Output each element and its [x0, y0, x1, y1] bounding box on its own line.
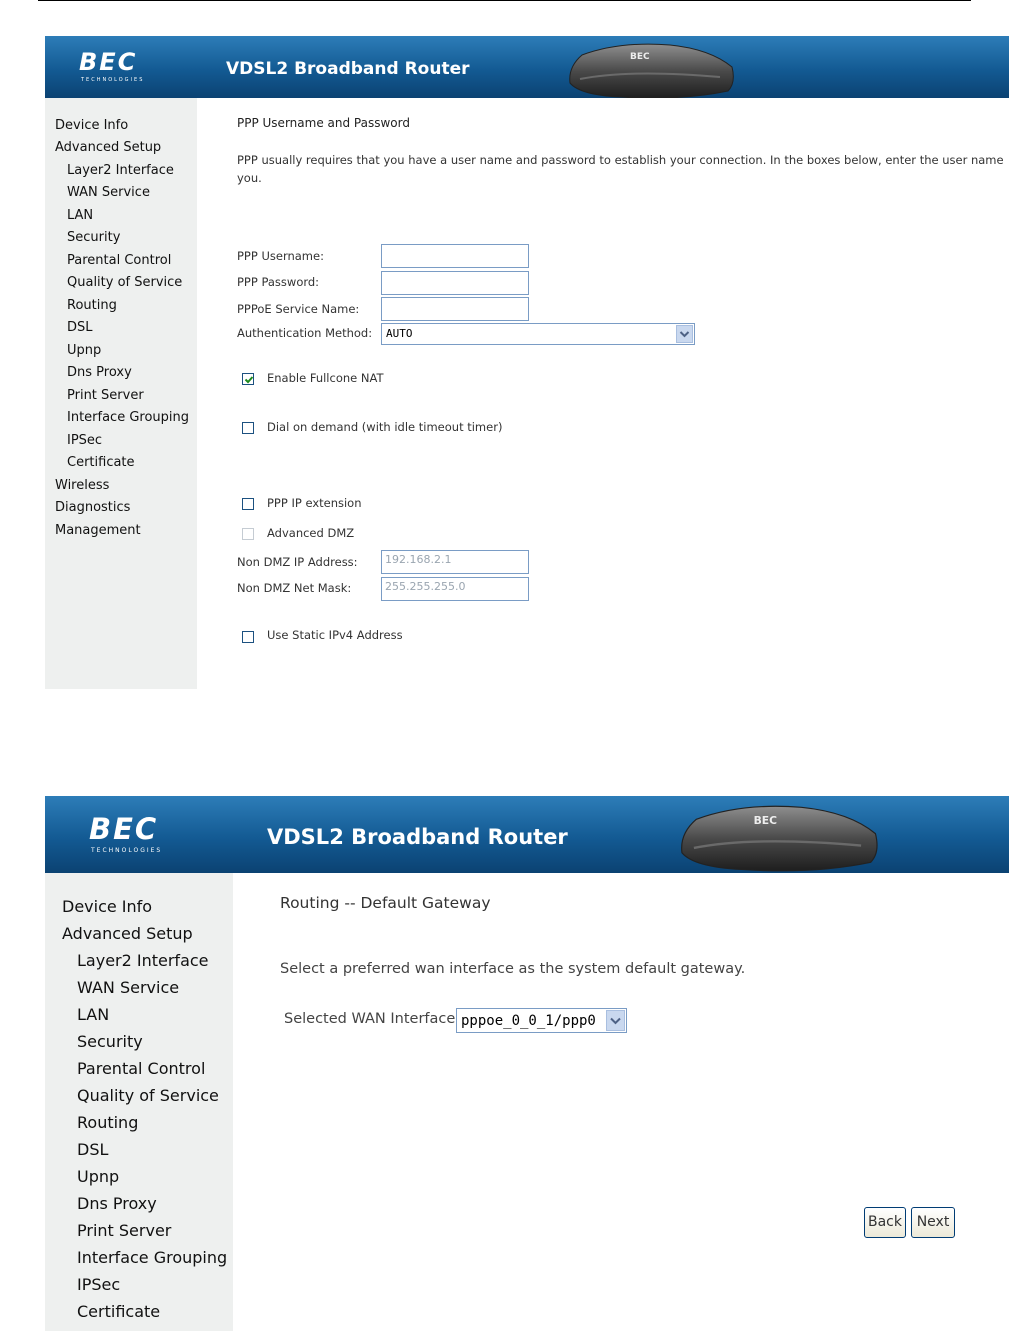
sidebar: [45, 98, 197, 689]
sidebar-item-security[interactable]: Security: [77, 1032, 143, 1051]
sidebar-item-device-info[interactable]: Device Info: [62, 897, 153, 916]
pppoe-service-name-label: PPPoE Service Name:: [237, 302, 360, 316]
selected-wan-interface-label: Selected WAN Interface: [284, 1011, 456, 1027]
non-dmz-mask-label: Non DMZ Net Mask:: [237, 581, 352, 595]
advanced-dmz-label: Advanced DMZ: [267, 526, 355, 540]
router-device-image: [560, 39, 740, 98]
sidebar-item-lan[interactable]: LAN: [77, 1005, 110, 1024]
sidebar-item-certificate[interactable]: Certificate: [67, 455, 135, 470]
static-ipv4-checkbox[interactable]: [242, 631, 254, 643]
sidebar-item-layer2-interface[interactable]: Layer2 Interface: [77, 951, 209, 970]
selected-wan-interface-value: pppoe_0_0_1/ppp0: [461, 1013, 596, 1029]
sidebar-item-diagnostics[interactable]: Diagnostics: [55, 500, 131, 515]
page-title: PPP Username and Password: [237, 116, 410, 130]
sidebar-item-wan-service[interactable]: WAN Service: [77, 978, 180, 997]
sidebar-item-security[interactable]: Security: [67, 230, 121, 245]
dial-on-demand-checkbox[interactable]: [242, 422, 254, 434]
sidebar-item-management[interactable]: Management: [55, 523, 141, 538]
dropdown-arrow-icon[interactable]: [606, 1010, 625, 1031]
non-dmz-ip-label: Non DMZ IP Address:: [237, 555, 358, 569]
ppp-username-label: PPP Username:: [237, 249, 324, 263]
sidebar-item-advanced-setup[interactable]: Advanced Setup: [62, 924, 193, 943]
non-dmz-ip-input[interactable]: [381, 550, 529, 574]
sidebar-item-certificate[interactable]: Certificate: [77, 1302, 161, 1321]
ppp-username-input[interactable]: [381, 244, 529, 268]
router-device-label: BEC: [630, 52, 650, 62]
sidebar-item-layer2-interface[interactable]: Layer2 Interface: [67, 163, 174, 178]
checkmark-icon: [243, 374, 255, 386]
sidebar-item-dsl[interactable]: DSL: [67, 320, 93, 335]
sidebar-item-device-info[interactable]: Device Info: [55, 118, 129, 133]
header-banner: [45, 796, 1009, 873]
sidebar-item-advanced-setup[interactable]: Advanced Setup: [55, 140, 162, 155]
fullcone-nat-checkbox[interactable]: [242, 373, 254, 385]
non-dmz-mask-value: 255.255.255.0: [385, 580, 466, 593]
sidebar-item-dns-proxy[interactable]: Dns Proxy: [67, 365, 132, 380]
sidebar-item-quality-of-service[interactable]: Quality of Service: [77, 1086, 219, 1105]
dial-on-demand-label: Dial on demand (with idle timeout timer): [267, 420, 503, 434]
sidebar-item-routing[interactable]: Routing: [77, 1113, 139, 1132]
sidebar-item-parental-control[interactable]: Parental Control: [67, 253, 172, 268]
sidebar-item-print-server[interactable]: Print Server: [67, 388, 144, 403]
routing-default-gateway-screenshot: [45, 796, 1009, 1331]
sidebar-item-lan[interactable]: LAN: [67, 208, 94, 223]
description-line-2: you.: [237, 171, 262, 185]
ppp-settings-screenshot: [45, 36, 1009, 689]
description-line-1: PPP usually requires that you have a user name and password to establish your connection. In the boxes below, enter the user name: [237, 153, 1004, 167]
header-banner: [45, 36, 1009, 98]
sidebar-item-dns-proxy[interactable]: Dns Proxy: [77, 1194, 157, 1213]
sidebar-item-quality-of-service[interactable]: Quality of Service: [67, 275, 183, 290]
sidebar-item-wan-service[interactable]: WAN Service: [67, 185, 150, 200]
sidebar-item-ipsec[interactable]: IPSec: [77, 1275, 121, 1294]
non-dmz-ip-value: 192.168.2.1: [385, 553, 452, 566]
dropdown-arrow-icon[interactable]: [676, 325, 693, 343]
router-title: VDSL2 Broadband Router: [267, 825, 568, 849]
advanced-dmz-checkbox[interactable]: [242, 528, 254, 540]
routing-description: Select a preferred wan interface as the system default gateway.: [280, 961, 746, 977]
sidebar-item-routing[interactable]: Routing: [67, 298, 117, 313]
page-title: Routing -- Default Gateway: [280, 894, 491, 912]
sidebar-item-dsl[interactable]: DSL: [77, 1140, 109, 1159]
ppp-password-label: PPP Password:: [237, 275, 320, 289]
ppp-ip-extension-checkbox[interactable]: [242, 498, 254, 510]
brand-logo: BEC: [79, 48, 138, 76]
sidebar-item-interface-grouping[interactable]: Interface Grouping: [67, 410, 190, 425]
document-top-rule: [38, 0, 971, 1]
sidebar-item-interface-grouping[interactable]: Interface Grouping: [77, 1248, 228, 1267]
brand-logo-subtitle: TECHNOLOGIES: [91, 847, 163, 854]
next-button[interactable]: Next: [911, 1207, 955, 1238]
router-title: VDSL2 Broadband Router: [226, 59, 470, 79]
sidebar: [45, 873, 233, 1331]
sidebar-item-print-server[interactable]: Print Server: [77, 1221, 172, 1240]
auth-method-select[interactable]: [381, 323, 695, 345]
router-device-image: [670, 800, 885, 872]
sidebar-item-upnp[interactable]: Upnp: [77, 1167, 120, 1186]
brand-logo: BEC: [89, 812, 159, 846]
auth-method-label: Authentication Method:: [237, 326, 373, 340]
ppp-password-input[interactable]: [381, 271, 529, 295]
fullcone-nat-label: Enable Fullcone NAT: [267, 371, 384, 385]
auth-method-value: AUTO: [386, 327, 413, 340]
ppp-ip-extension-label: PPP IP extension: [267, 496, 362, 510]
router-device-label: BEC: [753, 814, 778, 828]
pppoe-service-name-input[interactable]: [381, 297, 529, 321]
brand-logo-subtitle: TECHNOLOGIES: [81, 77, 145, 83]
sidebar-item-upnp[interactable]: Upnp: [67, 343, 102, 358]
selected-wan-interface-select[interactable]: [456, 1008, 627, 1033]
sidebar-item-ipsec[interactable]: IPSec: [67, 433, 103, 448]
back-button[interactable]: Back: [864, 1207, 906, 1238]
sidebar-item-wireless[interactable]: Wireless: [55, 478, 110, 493]
non-dmz-mask-input[interactable]: [381, 577, 529, 601]
static-ipv4-label: Use Static IPv4 Address: [267, 628, 403, 642]
sidebar-item-parental-control[interactable]: Parental Control: [77, 1059, 206, 1078]
